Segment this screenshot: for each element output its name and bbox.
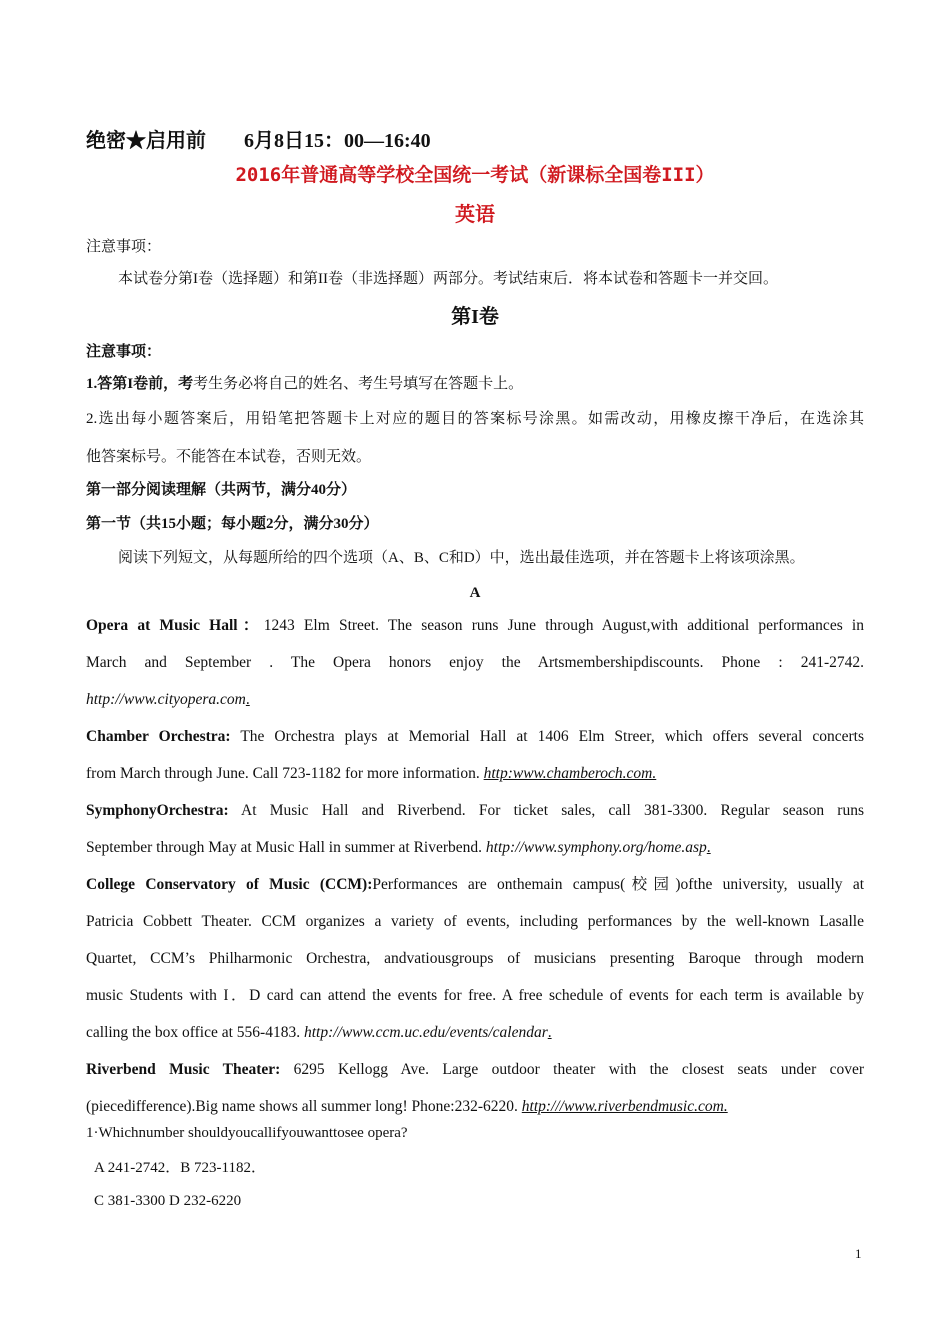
ccm-line-3: Quartet, CCM’s Philharmonic Orchestra, andvatiousgroups of musicians presenting Baroque through modern [86, 950, 864, 967]
chamber-text-1: The Orchestra plays at Memorial Hall at 1406 Elm Streer, which offers several concerts [230, 728, 864, 745]
opera-url[interactable]: http://www.cityopera.com [86, 691, 246, 708]
chamber-line-1 [86, 718, 864, 755]
symphony-text-1: At Music Hall and Riverbend. For ticket sales, call 381-3300. Regular season runs [228, 802, 864, 819]
ccm-line-2: Patricia Cobbett Theater. CCM organizes a variety of events, including performances by the well-known Lasalle [86, 913, 864, 930]
notice-label: 注意事项： [86, 239, 162, 255]
ccm-text-1: Performances are onthemain campus(校园)ofthe university, usually at [372, 876, 865, 893]
riverbend-url[interactable]: http:///www.riverbendmusic.com. [521, 1098, 728, 1115]
opera-line-2: March and September . The Opera honors enjoy the Artsmembershipdiscounts. Phone : 241-2742. [86, 654, 864, 671]
riverbend-text-2: (piecedifference).Big name shows all summer long! Phone:232-6220. [86, 1098, 522, 1115]
symphony-line-1 [86, 792, 864, 829]
exam-subject: 英语 [455, 202, 495, 226]
chamber-line-2 [86, 755, 864, 792]
ccm-text-5: calling the box office at 556-4183. [86, 1024, 304, 1041]
chamber-url[interactable]: http:www.chamberoch.com. [483, 765, 657, 782]
ccm-name: College Conservatory of Music (CCM): [86, 876, 373, 893]
notice-item-1 [86, 373, 864, 395]
volume-notice-label: 注意事项： [86, 344, 162, 360]
ccm-url-end: . [547, 1024, 552, 1041]
symphony-url-end: . [706, 839, 711, 856]
question-1-options-line2: C 381-3300 D 232-6220 [94, 1193, 242, 1209]
opera-line-3 [86, 681, 864, 718]
opera-text-1: 1243 Elm Street. The season runs June through August,with additional performances in [263, 617, 864, 634]
ccm-line-5 [86, 1014, 864, 1051]
ccm-line-1 [86, 866, 864, 903]
riverbend-name: Riverbend Music Theater: [86, 1061, 281, 1078]
notice-item-2-line1: 2.选出每小题答案后，用铅笔把答题卡上对应的题目的答案标号涂黑。如需改动，用橡皮擦干净后，在选涂其 [86, 411, 864, 427]
notice-item-2-line2: 他答案标号。不能答在本试卷，否则无效。 [86, 449, 372, 465]
riverbend-text-1: 6295 Kellogg Ave. Large outdoor theater with the closest seats under cover [280, 1061, 865, 1078]
instruction-text: 阅读下列短文，从每题所给的四个选项（A、B、C和D）中，选出最佳选项，并在答题卡上将该项涂黑。 [118, 550, 805, 566]
symphony-line-2 [86, 829, 864, 866]
secret-label: 绝密★启用前 [86, 130, 206, 152]
ccm-line-4: music Students with I．D card can attend the events for free. A free schedule of events for each term is available by [86, 987, 864, 1004]
opera-name: Opera at Music Hall： [86, 617, 264, 634]
symphony-url[interactable]: http://www.symphony.org/home.asp [485, 839, 707, 856]
part-heading: 第一部分阅读理解（共两节，满分40分） [86, 482, 357, 498]
passage-label: A [469, 585, 481, 601]
section-heading: 第一节（共15小题；每小题2分，满分30分） [86, 516, 379, 532]
notice-text: 本试卷分第I卷（选择题）和第II卷（非选择题）两部分。考试结束后．将本试卷和答题卡一并交回。 [118, 271, 778, 287]
notice-item-1-rest: 考生务必将自己的姓名、考生号填写在答题卡上。 [193, 376, 524, 392]
page-number: 1 [855, 1246, 862, 1261]
chamber-text-2: from March through June. Call 723-1182 for more information. [86, 765, 484, 782]
opera-url-end: . [245, 691, 250, 708]
notice-item-1-bold: 1.答第I卷前，考 [86, 376, 194, 392]
ccm-url[interactable]: http://www.ccm.uc.edu/events/calendar [303, 1024, 548, 1041]
symphony-name: SymphonyOrchestra: [86, 802, 229, 819]
passage-body [86, 607, 864, 1125]
confidential-header [86, 124, 864, 153]
exam-title: 2016年普通高等学校全国统一考试（新课标全国卷III） [235, 164, 715, 186]
opera-line-1 [86, 607, 864, 644]
question-1-options-line1: A 241-2742．B 723-1182． [94, 1160, 266, 1176]
volume-heading: 第I卷 [451, 306, 499, 328]
chamber-name: Chamber Orchestra: [86, 728, 231, 745]
symphony-text-2: September through May at Music Hall in summer at Riverbend. [86, 839, 486, 856]
exam-time: 6月8日15：00—16:40 [244, 130, 431, 152]
question-1-stem: 1·Whichnumber shouldyoucallifyouwanttosee opera? [86, 1125, 408, 1141]
riverbend-line-2 [86, 1088, 864, 1125]
riverbend-line-1 [86, 1051, 864, 1088]
